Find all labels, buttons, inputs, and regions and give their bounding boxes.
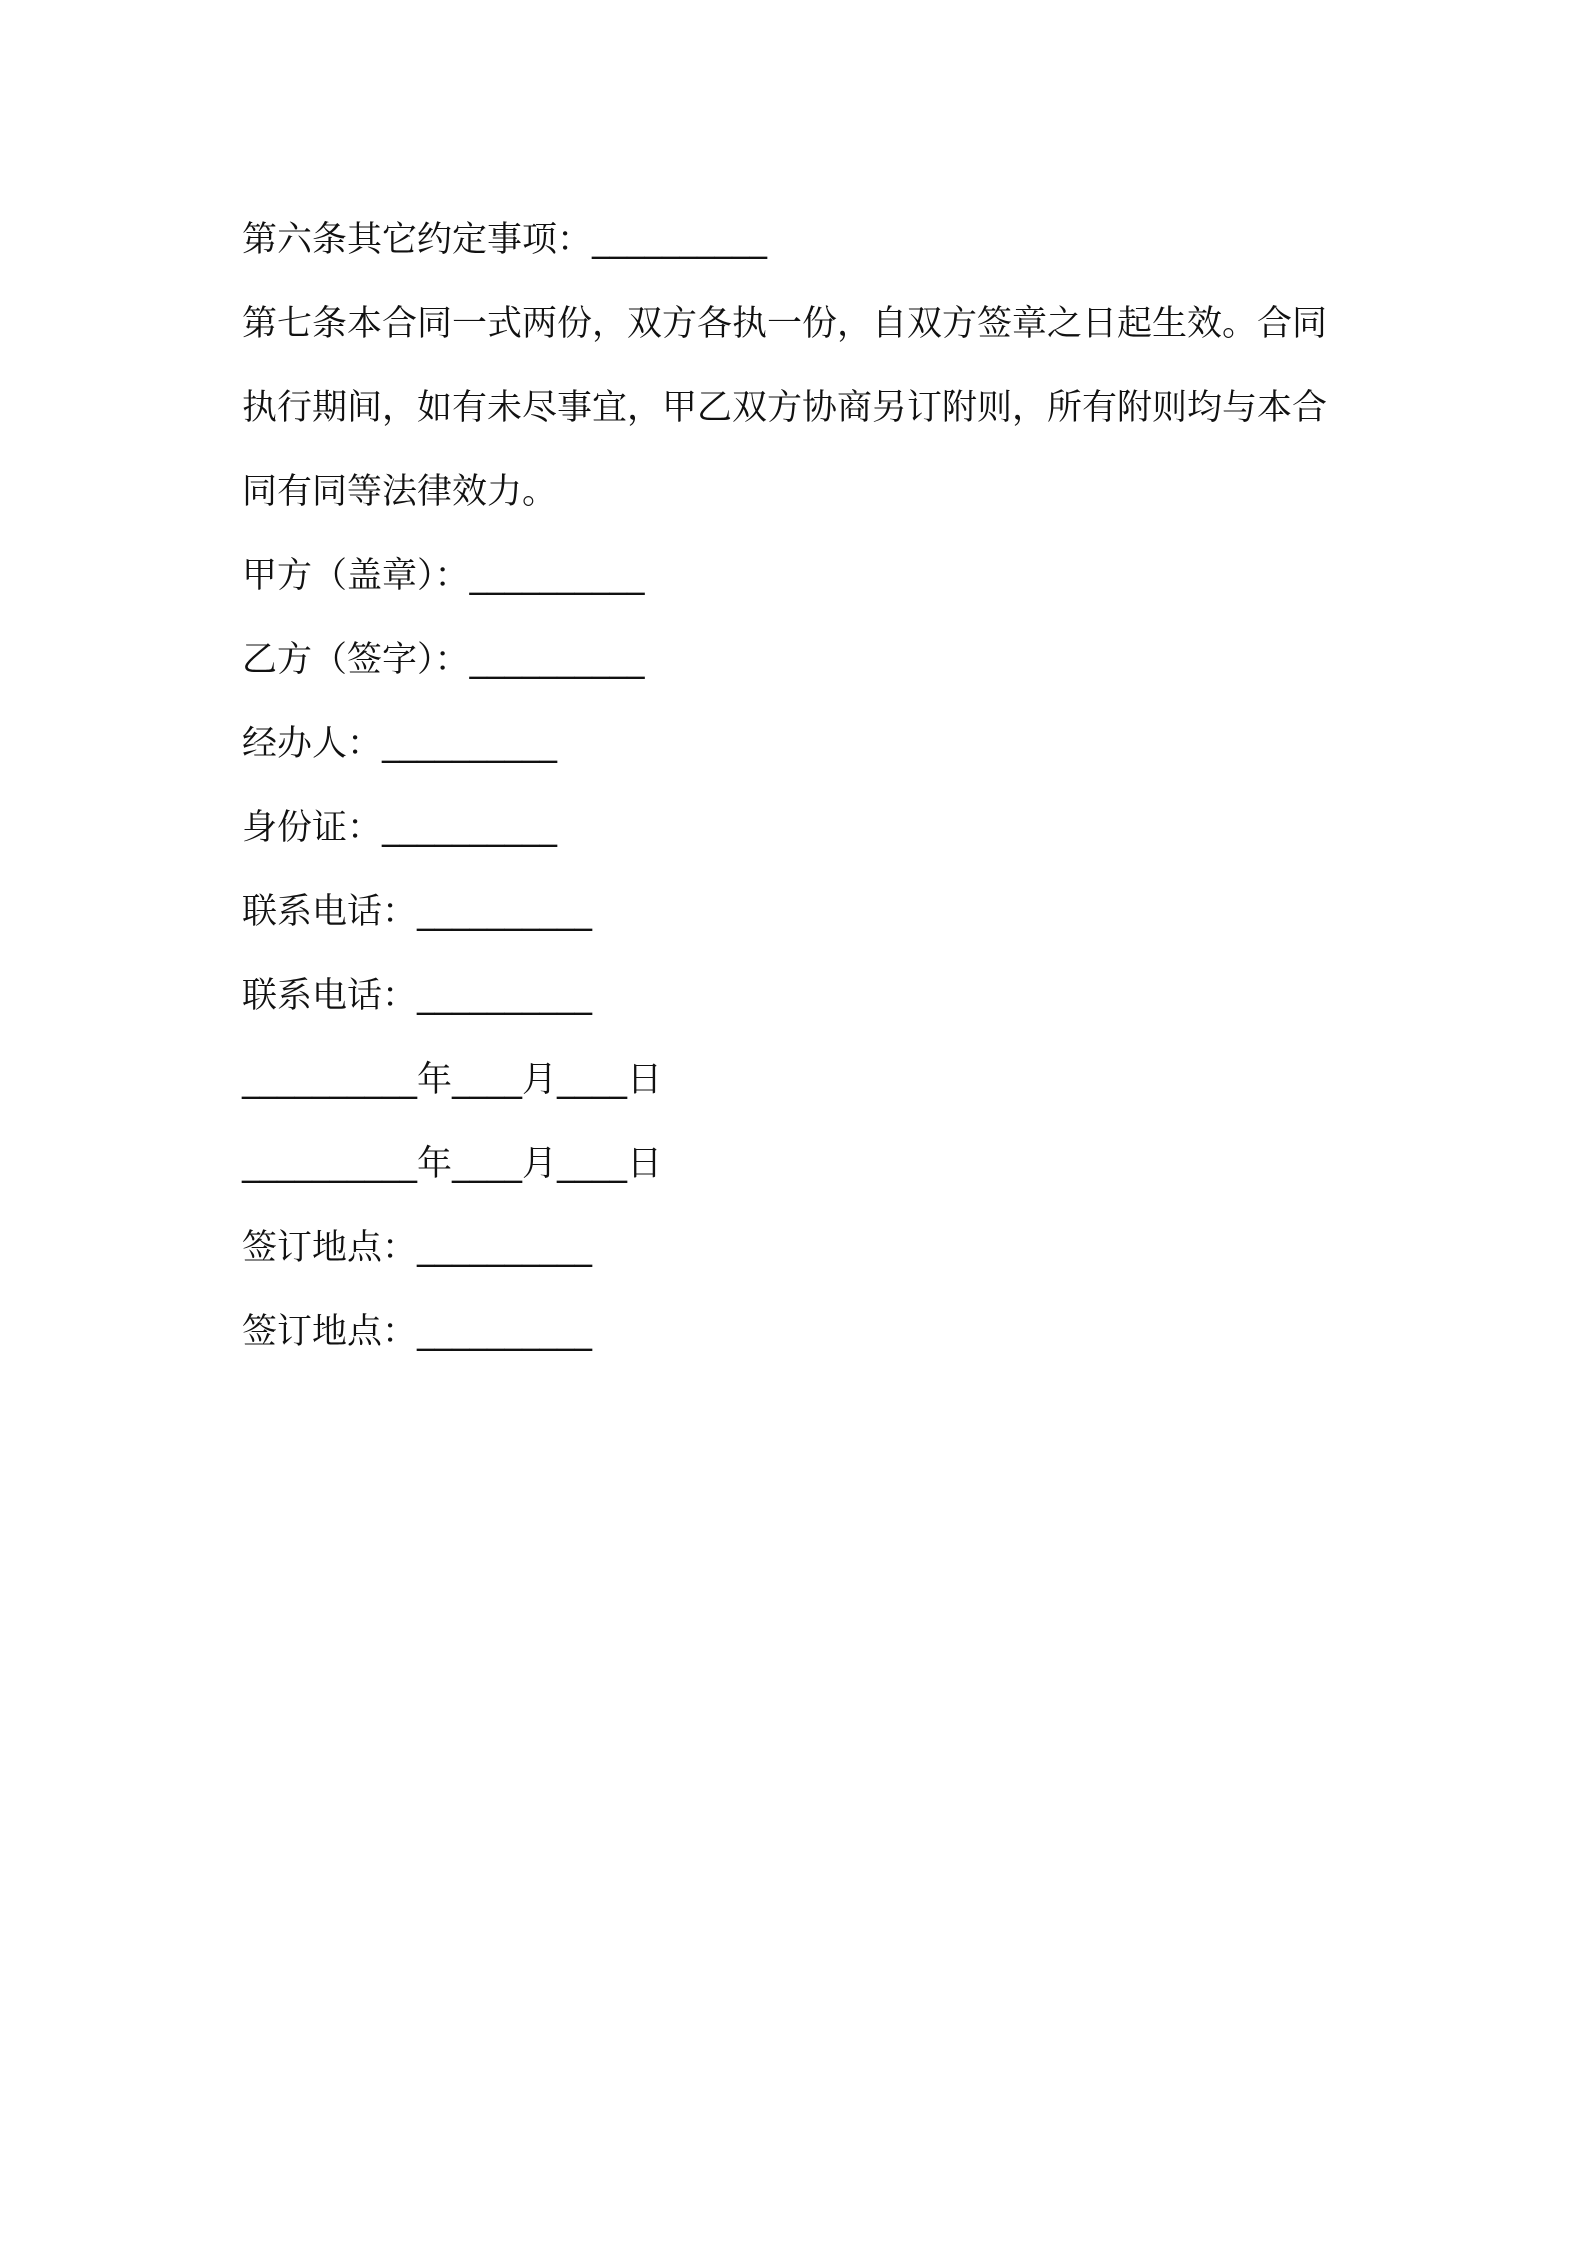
signing-place-line: 签订地点：__________: [242, 1312, 593, 1352]
document-body: [242, 198, 1352, 1374]
party-b-signature-line: 乙方（签字）：__________: [242, 640, 645, 680]
date-line: __________年____月____日: [242, 1060, 663, 1100]
signing-place-line: 签订地点：__________: [242, 1228, 593, 1268]
date-line: __________年____月____日: [242, 1144, 663, 1184]
handler-line: 经办人：__________: [242, 724, 558, 764]
contact-phone-line: 联系电话：__________: [242, 976, 593, 1016]
article-6-line: 第六条其它约定事项：__________: [242, 220, 768, 260]
id-card-line: 身份证：__________: [242, 808, 558, 848]
article-7-paragraph: 第七条本合同一式两份，双方各执一份，自双方签章之日起生效。合同执行期间，如有未尽事宜，甲乙双方协商另订附则，所有附则均与本合同有同等法律效力。: [242, 304, 1328, 512]
contact-phone-line: 联系电话：__________: [242, 892, 593, 932]
party-a-seal-line: 甲方（盖章）：__________: [242, 556, 645, 596]
